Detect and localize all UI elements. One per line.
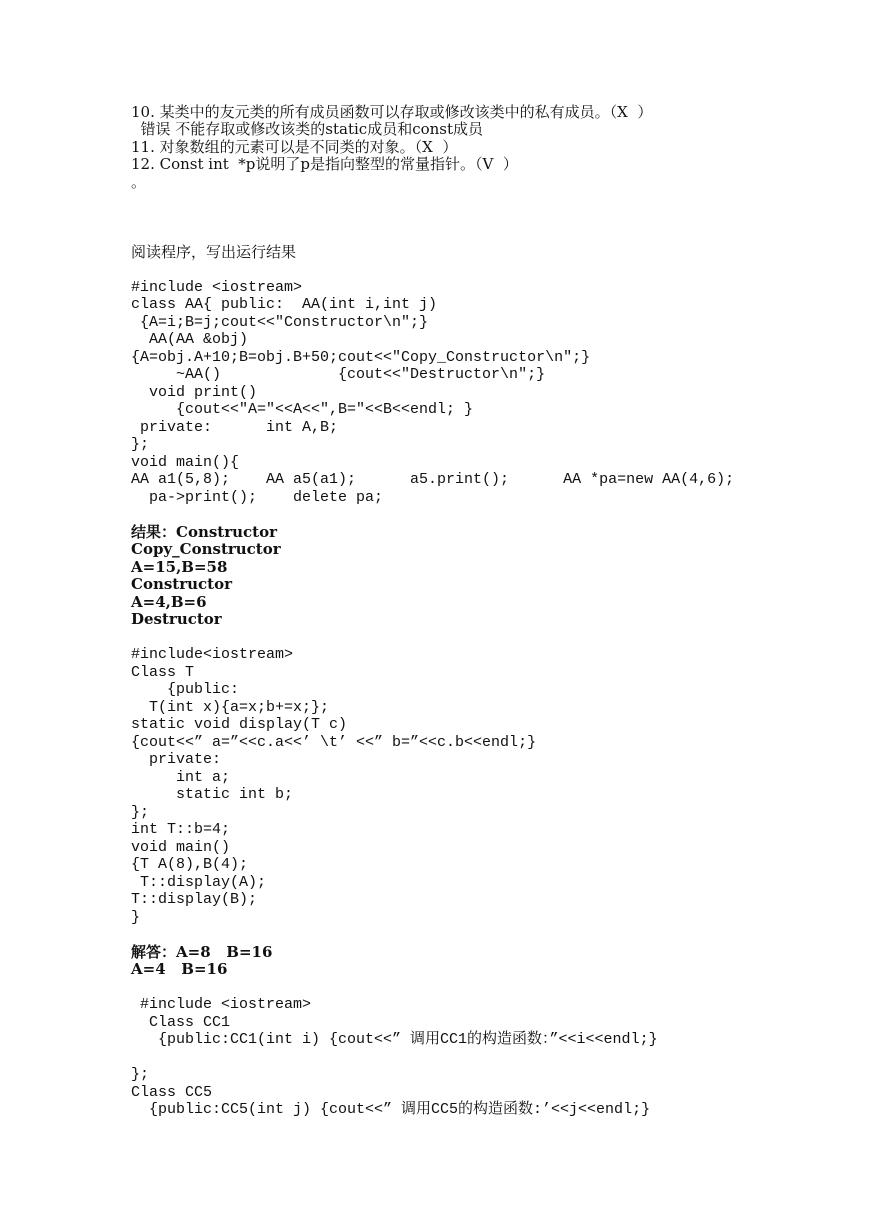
question-10-explanation: 错误 不能存取或修改该类的static成员和const成员: [131, 120, 484, 138]
section-heading: 阅读程序，写出运行结果: [131, 243, 297, 261]
code-line: private: int A,B;: [131, 419, 339, 436]
code-line: {T A(8),B(4);: [131, 856, 249, 873]
code-line: #include <iostream>: [131, 996, 312, 1013]
code-line: int a;: [131, 769, 231, 786]
code-line: Class T: [131, 664, 195, 681]
answer-line: 解答：A=8 B=16: [131, 943, 273, 961]
code-line: AA(AA &obj): [131, 331, 249, 348]
code-line: T::display(B);: [131, 891, 258, 908]
code-line: T(int x){a=x;b+=x;};: [131, 699, 330, 716]
code-line: };: [131, 1066, 150, 1083]
code-line: class AA{ public: AA(int i,int j): [131, 296, 438, 313]
code-line: {public:CC1(int i) {cout<<” 调用CC1的构造函数：”<<i<<endl;}: [131, 1031, 658, 1048]
code-line: {public:: [131, 681, 240, 698]
answer-line: Constructor: [131, 575, 233, 593]
answer-line: 结果：Constructor: [131, 523, 278, 541]
code-line: ~AA() {cout<<"Destructor\n";}: [131, 366, 546, 383]
answer-line: Copy_Constructor: [131, 540, 281, 558]
code-line: #include<iostream>: [131, 646, 294, 663]
code-line: AA a1(5,8); AA a5(a1); a5.print(); AA *pa=new AA(4,6);: [131, 471, 735, 488]
code-line: Class CC5: [131, 1084, 213, 1101]
code-line: {public:CC5(int j) {cout<<” 调用CC5的构造函数:’<<j<<endl;}: [131, 1101, 651, 1118]
code-line: private:: [131, 751, 222, 768]
stray-period: 。: [131, 173, 147, 191]
code-line: Class CC1: [131, 1014, 231, 1031]
question-12: 12. Const int *p说明了p是指向整型的常量指针。（V ）: [131, 155, 518, 173]
answer-line: A=4,B=6: [131, 593, 207, 611]
code-line: };: [131, 436, 150, 453]
code-line: int T::b=4;: [131, 821, 231, 838]
code-line: static void display(T c): [131, 716, 348, 733]
code-line: {cout<<"A="<<A<<",B="<<B<<endl; }: [131, 401, 474, 418]
code-line: T::display(A);: [131, 874, 267, 891]
code-line: void main(){: [131, 454, 240, 471]
code-line: {A=obj.A+10;B=obj.B+50;cout<<"Copy_Constructor\n";}: [131, 349, 591, 366]
code-line: void main(): [131, 839, 231, 856]
answer-line: A=15,B=58: [131, 558, 228, 576]
question-11: 11. 对象数组的元素可以是不同类的对象。（X ）: [131, 138, 458, 156]
answer-line: Destructor: [131, 610, 222, 628]
code-line: {A=i;B=j;cout<<"Constructor\n";}: [131, 314, 429, 331]
code-line: static int b;: [131, 786, 294, 803]
question-10: 10. 某类中的友元类的所有成员函数可以存取或修改该类中的私有成员。（X ）: [131, 103, 653, 121]
code-line: {cout<<” a=”<<c.a<<’ \t’ <<” b=”<<c.b<<endl;}: [131, 734, 537, 751]
code-line: #include <iostream>: [131, 279, 303, 296]
code-line: }: [131, 909, 141, 926]
answer-line: A=4 B=16: [131, 960, 228, 978]
code-line: pa->print(); delete pa;: [131, 489, 384, 506]
code-line: };: [131, 804, 150, 821]
code-line: void print(): [131, 384, 258, 401]
